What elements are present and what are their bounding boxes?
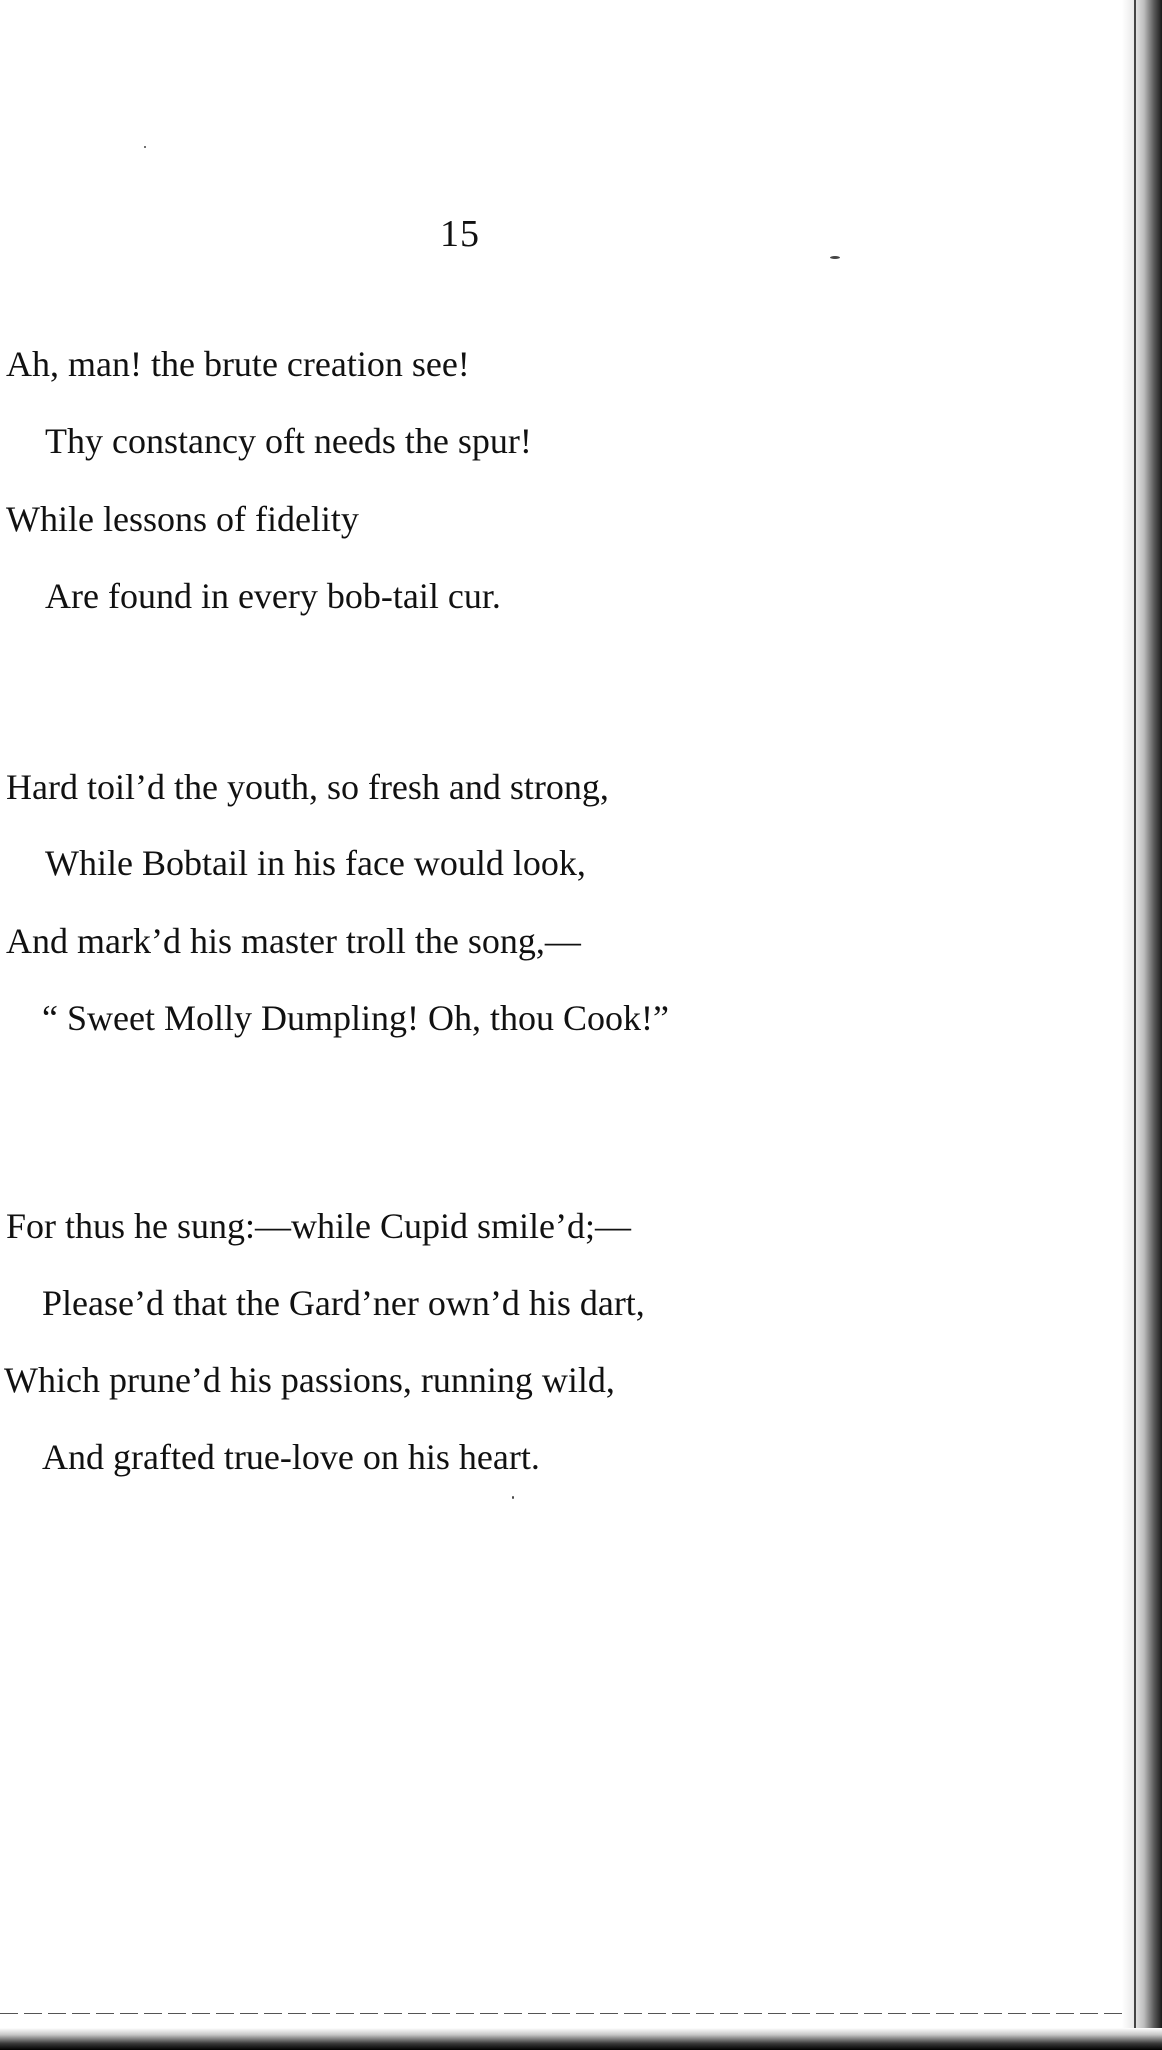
poem-line: “ Sweet Molly Dumpling! Oh, thou Cook!” bbox=[42, 998, 669, 1038]
poem-line: Ah, man! the brute creation see! bbox=[6, 344, 470, 384]
page-edge-bottom bbox=[0, 2028, 1162, 2050]
poem-line: Please’d that the Gard’ner own’d his dart, bbox=[42, 1283, 645, 1323]
poem-line: And mark’d his master troll the song,— bbox=[6, 921, 581, 961]
bottom-rule bbox=[0, 2013, 1130, 2014]
poem-line: And grafted true-love on his heart. bbox=[42, 1437, 540, 1477]
page-edge-right bbox=[1122, 0, 1162, 2050]
poem-line: While Bobtail in his face would look, bbox=[45, 843, 586, 883]
poem-line: Thy constancy oft needs the spur! bbox=[45, 421, 532, 461]
poem-line: Hard toil’d the youth, so fresh and strong, bbox=[6, 767, 609, 807]
poem-line: For thus he sung:—while Cupid smile’d;— bbox=[6, 1206, 631, 1246]
poem-line: Which prune’d his passions, running wild, bbox=[4, 1360, 615, 1400]
page-number: 15 bbox=[440, 213, 480, 255]
ink-speck bbox=[144, 146, 146, 148]
poem-line: While lessons of fidelity bbox=[6, 499, 359, 539]
ink-speck bbox=[512, 1496, 514, 1499]
ink-speck bbox=[830, 256, 840, 259]
poem-line: Are found in every bob-tail cur. bbox=[45, 576, 501, 616]
page-edge-line bbox=[1134, 0, 1136, 2050]
